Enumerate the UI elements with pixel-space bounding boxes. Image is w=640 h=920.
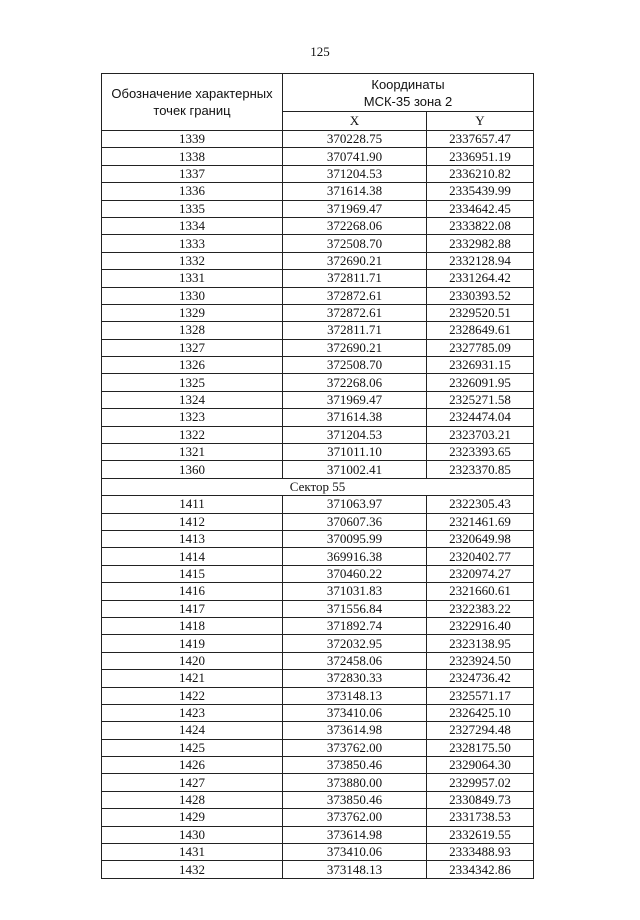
- table-row: [102, 687, 534, 704]
- point-id-cell: 1415: [102, 565, 283, 582]
- point-id-cell: 1339: [102, 131, 283, 148]
- table-row: [102, 131, 534, 148]
- point-id-cell: 1322: [102, 426, 283, 443]
- x-coordinate-cell: 370741.90: [283, 148, 427, 165]
- section-row: [102, 478, 534, 495]
- table-row: [102, 600, 534, 617]
- y-coordinate-cell: 2330849.73: [427, 791, 534, 808]
- point-id-cell: 1428: [102, 791, 283, 808]
- x-coordinate-cell: 372508.70: [283, 357, 427, 374]
- table-row: [102, 461, 534, 478]
- point-id-cell: 1420: [102, 652, 283, 669]
- table-row: [102, 565, 534, 582]
- header-coordinates: [283, 74, 534, 112]
- x-coordinate-cell: 373762.00: [283, 809, 427, 826]
- point-id-cell: 1337: [102, 165, 283, 182]
- table-row: [102, 722, 534, 739]
- x-coordinate-cell: 372811.71: [283, 322, 427, 339]
- x-coordinate-cell: 372872.61: [283, 287, 427, 304]
- point-id-cell: 1335: [102, 200, 283, 217]
- point-id-cell: 1422: [102, 687, 283, 704]
- table-row: [102, 513, 534, 530]
- point-id-cell: 1332: [102, 252, 283, 269]
- y-coordinate-cell: 2325271.58: [427, 391, 534, 408]
- table-row: [102, 270, 534, 287]
- header-point-name: Обозначение характерных точек границ: [102, 74, 283, 131]
- point-id-cell: 1411: [102, 496, 283, 513]
- x-coordinate-cell: 371892.74: [283, 617, 427, 634]
- y-coordinate-cell: 2322916.40: [427, 617, 534, 634]
- point-id-cell: 1321: [102, 444, 283, 461]
- point-id-cell: 1417: [102, 600, 283, 617]
- x-coordinate-cell: 371002.41: [283, 461, 427, 478]
- y-coordinate-cell: 2332619.55: [427, 826, 534, 843]
- table-row: [102, 148, 534, 165]
- point-id-cell: 1325: [102, 374, 283, 391]
- y-coordinate-cell: 2326931.15: [427, 357, 534, 374]
- y-coordinate-cell: 2330393.52: [427, 287, 534, 304]
- x-coordinate-cell: 373410.06: [283, 844, 427, 861]
- y-coordinate-cell: 2334342.86: [427, 861, 534, 878]
- x-coordinate-cell: 370607.36: [283, 513, 427, 530]
- table-row: [102, 826, 534, 843]
- x-coordinate-cell: 373148.13: [283, 861, 427, 878]
- section-row-group: [102, 478, 534, 495]
- x-coordinate-cell: 373850.46: [283, 757, 427, 774]
- point-id-cell: 1418: [102, 617, 283, 634]
- point-id-cell: 1432: [102, 861, 283, 878]
- table-row: [102, 652, 534, 669]
- x-coordinate-cell: 372690.21: [283, 252, 427, 269]
- x-coordinate-cell: 372830.33: [283, 670, 427, 687]
- table-body-group-2: [102, 496, 534, 879]
- table-row: [102, 635, 534, 652]
- table-row: [102, 583, 534, 600]
- point-id-cell: 1414: [102, 548, 283, 565]
- table-row: [102, 339, 534, 356]
- table-row: [102, 670, 534, 687]
- coordinates-table: [101, 73, 534, 879]
- y-coordinate-cell: 2332128.94: [427, 252, 534, 269]
- x-coordinate-cell: 371614.38: [283, 183, 427, 200]
- table-row: [102, 183, 534, 200]
- x-coordinate-cell: 371204.53: [283, 165, 427, 182]
- point-id-cell: 1419: [102, 635, 283, 652]
- y-coordinate-cell: 2334642.45: [427, 200, 534, 217]
- table-row: [102, 757, 534, 774]
- table-row: [102, 774, 534, 791]
- table-header: [102, 74, 534, 131]
- section-label: Сектор 55: [102, 478, 534, 495]
- x-coordinate-cell: 369916.38: [283, 548, 427, 565]
- x-coordinate-cell: 371031.83: [283, 583, 427, 600]
- point-id-cell: 1336: [102, 183, 283, 200]
- point-id-cell: 1429: [102, 809, 283, 826]
- x-coordinate-cell: 373762.00: [283, 739, 427, 756]
- point-id-cell: 1426: [102, 757, 283, 774]
- point-id-cell: 1427: [102, 774, 283, 791]
- x-coordinate-cell: 373880.00: [283, 774, 427, 791]
- y-coordinate-cell: 2336210.82: [427, 165, 534, 182]
- x-coordinate-cell: 371969.47: [283, 200, 427, 217]
- point-id-cell: 1431: [102, 844, 283, 861]
- point-id-cell: 1333: [102, 235, 283, 252]
- y-coordinate-cell: 2328175.50: [427, 739, 534, 756]
- x-coordinate-cell: 371556.84: [283, 600, 427, 617]
- table-body-group-1: [102, 131, 534, 479]
- table-row: [102, 861, 534, 878]
- table-row: [102, 444, 534, 461]
- table-row: [102, 374, 534, 391]
- x-coordinate-cell: 373148.13: [283, 687, 427, 704]
- point-id-cell: 1423: [102, 704, 283, 721]
- y-coordinate-cell: 2329520.51: [427, 304, 534, 321]
- table-row: [102, 530, 534, 547]
- point-id-cell: 1330: [102, 287, 283, 304]
- header-x: X: [283, 112, 427, 131]
- point-id-cell: 1329: [102, 304, 283, 321]
- point-id-cell: 1416: [102, 583, 283, 600]
- table-row: [102, 809, 534, 826]
- x-coordinate-cell: 370095.99: [283, 530, 427, 547]
- y-coordinate-cell: 2321461.69: [427, 513, 534, 530]
- point-id-cell: 1326: [102, 357, 283, 374]
- x-coordinate-cell: 373850.46: [283, 791, 427, 808]
- point-id-cell: 1412: [102, 513, 283, 530]
- table-row: [102, 304, 534, 321]
- y-coordinate-cell: 2337657.47: [427, 131, 534, 148]
- header-coordinate-system: МСК-35 зона 2: [363, 93, 453, 109]
- point-id-cell: 1413: [102, 530, 283, 547]
- table-row: [102, 739, 534, 756]
- table-row: [102, 217, 534, 234]
- x-coordinate-cell: 371011.10: [283, 444, 427, 461]
- y-coordinate-cell: 2326425.10: [427, 704, 534, 721]
- y-coordinate-cell: 2333822.08: [427, 217, 534, 234]
- point-id-cell: 1323: [102, 409, 283, 426]
- y-coordinate-cell: 2323703.21: [427, 426, 534, 443]
- y-coordinate-cell: 2331264.42: [427, 270, 534, 287]
- x-coordinate-cell: 371614.38: [283, 409, 427, 426]
- y-coordinate-cell: 2333488.93: [427, 844, 534, 861]
- y-coordinate-cell: 2320974.27: [427, 565, 534, 582]
- y-coordinate-cell: 2331738.53: [427, 809, 534, 826]
- x-coordinate-cell: 372508.70: [283, 235, 427, 252]
- point-id-cell: 1328: [102, 322, 283, 339]
- y-coordinate-cell: 2322383.22: [427, 600, 534, 617]
- header-coordinates-title: Координаты: [371, 76, 445, 92]
- y-coordinate-cell: 2329957.02: [427, 774, 534, 791]
- table-row: [102, 548, 534, 565]
- x-coordinate-cell: 372690.21: [283, 339, 427, 356]
- table-row: [102, 165, 534, 182]
- point-id-cell: 1425: [102, 739, 283, 756]
- y-coordinate-cell: 2324736.42: [427, 670, 534, 687]
- y-coordinate-cell: 2329064.30: [427, 757, 534, 774]
- y-coordinate-cell: 2326091.95: [427, 374, 534, 391]
- point-id-cell: 1327: [102, 339, 283, 356]
- point-id-cell: 1421: [102, 670, 283, 687]
- y-coordinate-cell: 2323370.85: [427, 461, 534, 478]
- table-row: [102, 426, 534, 443]
- page-number: 125: [310, 44, 330, 59]
- y-coordinate-cell: 2335439.99: [427, 183, 534, 200]
- y-coordinate-cell: 2325571.17: [427, 687, 534, 704]
- table-row: [102, 409, 534, 426]
- y-coordinate-cell: 2322305.43: [427, 496, 534, 513]
- x-coordinate-cell: 370228.75: [283, 131, 427, 148]
- x-coordinate-cell: 372032.95: [283, 635, 427, 652]
- x-coordinate-cell: 372872.61: [283, 304, 427, 321]
- point-id-cell: 1324: [102, 391, 283, 408]
- table-row: [102, 704, 534, 721]
- x-coordinate-cell: 370460.22: [283, 565, 427, 582]
- y-coordinate-cell: 2323138.95: [427, 635, 534, 652]
- table-row: [102, 287, 534, 304]
- y-coordinate-cell: 2321660.61: [427, 583, 534, 600]
- x-coordinate-cell: 373614.98: [283, 826, 427, 843]
- table-row: [102, 391, 534, 408]
- x-coordinate-cell: 372811.71: [283, 270, 427, 287]
- y-coordinate-cell: 2327294.48: [427, 722, 534, 739]
- x-coordinate-cell: 372268.06: [283, 217, 427, 234]
- y-coordinate-cell: 2327785.09: [427, 339, 534, 356]
- table-row: [102, 200, 534, 217]
- x-coordinate-cell: 373614.98: [283, 722, 427, 739]
- table-row: [102, 617, 534, 634]
- y-coordinate-cell: 2323924.50: [427, 652, 534, 669]
- table-row: [102, 252, 534, 269]
- y-coordinate-cell: 2320402.77: [427, 548, 534, 565]
- table-row: [102, 496, 534, 513]
- y-coordinate-cell: 2336951.19: [427, 148, 534, 165]
- point-id-cell: 1360: [102, 461, 283, 478]
- x-coordinate-cell: 372268.06: [283, 374, 427, 391]
- y-coordinate-cell: 2323393.65: [427, 444, 534, 461]
- x-coordinate-cell: 371969.47: [283, 391, 427, 408]
- table-row: [102, 357, 534, 374]
- y-coordinate-cell: 2332982.88: [427, 235, 534, 252]
- x-coordinate-cell: 371204.53: [283, 426, 427, 443]
- table-row: [102, 235, 534, 252]
- y-coordinate-cell: 2324474.04: [427, 409, 534, 426]
- table-row: [102, 791, 534, 808]
- table-row: [102, 844, 534, 861]
- x-coordinate-cell: 373410.06: [283, 704, 427, 721]
- x-coordinate-cell: 372458.06: [283, 652, 427, 669]
- point-id-cell: 1424: [102, 722, 283, 739]
- table-row: [102, 322, 534, 339]
- point-id-cell: 1430: [102, 826, 283, 843]
- point-id-cell: 1331: [102, 270, 283, 287]
- point-id-cell: 1334: [102, 217, 283, 234]
- point-id-cell: 1338: [102, 148, 283, 165]
- y-coordinate-cell: 2320649.98: [427, 530, 534, 547]
- x-coordinate-cell: 371063.97: [283, 496, 427, 513]
- header-y: Y: [427, 112, 534, 131]
- y-coordinate-cell: 2328649.61: [427, 322, 534, 339]
